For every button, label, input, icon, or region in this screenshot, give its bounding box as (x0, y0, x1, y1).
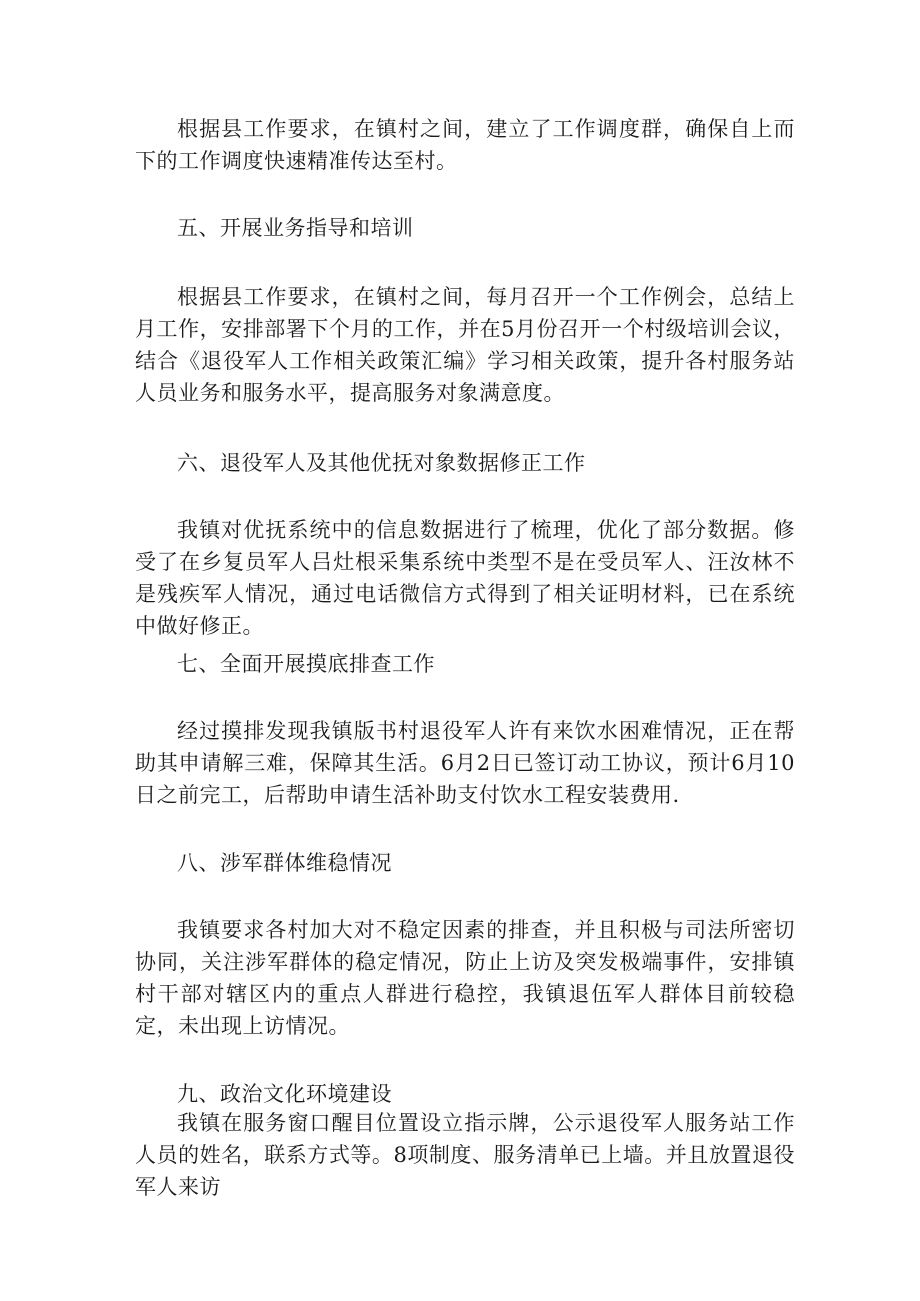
heading-section-6: 六、退役军人及其他优抚对象数据修正工作 (177, 451, 586, 475)
heading-section-7: 七、全面开展摸底排查工作 (177, 652, 435, 676)
heading-section-8: 八、涉军群体维稳情况 (177, 851, 392, 875)
paragraph-stability: 我镇要求各村加大对不稳定因素的排查，并且积极与司法所密切协同，关注涉军群体的稳定情况，防止上访及突发极端事件，安排镇村干部对辖区内的重点人群进行稳控，我镇退伍军人群体目前较稳定，未出现上访情况。 (135, 918, 795, 1038)
paragraph-data-correction: 我镇对优抚系统中的信息数据进行了梳理，优化了部分数据。修受了在乡复员军人吕灶根采集系统中类型不是在受员军人、汪汝林不是残疾军人情况，通过电话微信方式得到了相关证明材料，已在系统中做好修正。 (135, 518, 795, 638)
paragraph-work-dispatch: 根据县工作要求，在镇村之间，建立了工作调度群，确保自上而下的工作调度快速精准传达至村。 (135, 117, 795, 173)
paragraph-environment: 我镇在服务窗口醒目位置设立指示牌，公示退役军人服务站工作人员的姓名，联系方式等。8项制度、服务清单已上墙。并且放置退役军人来访 (135, 1111, 795, 1199)
heading-section-5: 五、开展业务指导和培训 (177, 216, 414, 240)
heading-section-9: 九、政治文化环境建设 (177, 1082, 392, 1106)
paragraph-investigation: 经过摸排发现我镇版书村退役军人许有来饮水困难情况，正在帮助其申请解三难，保障其生活。6月2日已签订动工协议，预计6月10日之前完工，后帮助申请生活补助支付饮水工程安装费用. (135, 719, 795, 807)
paragraph-training: 根据县工作要求，在镇村之间，每月召开一个工作例会，总结上月工作，安排部署下个月的工作，并在5月份召开一个村级培训会议，结合《退役军人工作相关政策汇编》学习相关政策，提升各村服务站人员业务和服务水平，提高服务对象满意度。 (135, 285, 795, 405)
